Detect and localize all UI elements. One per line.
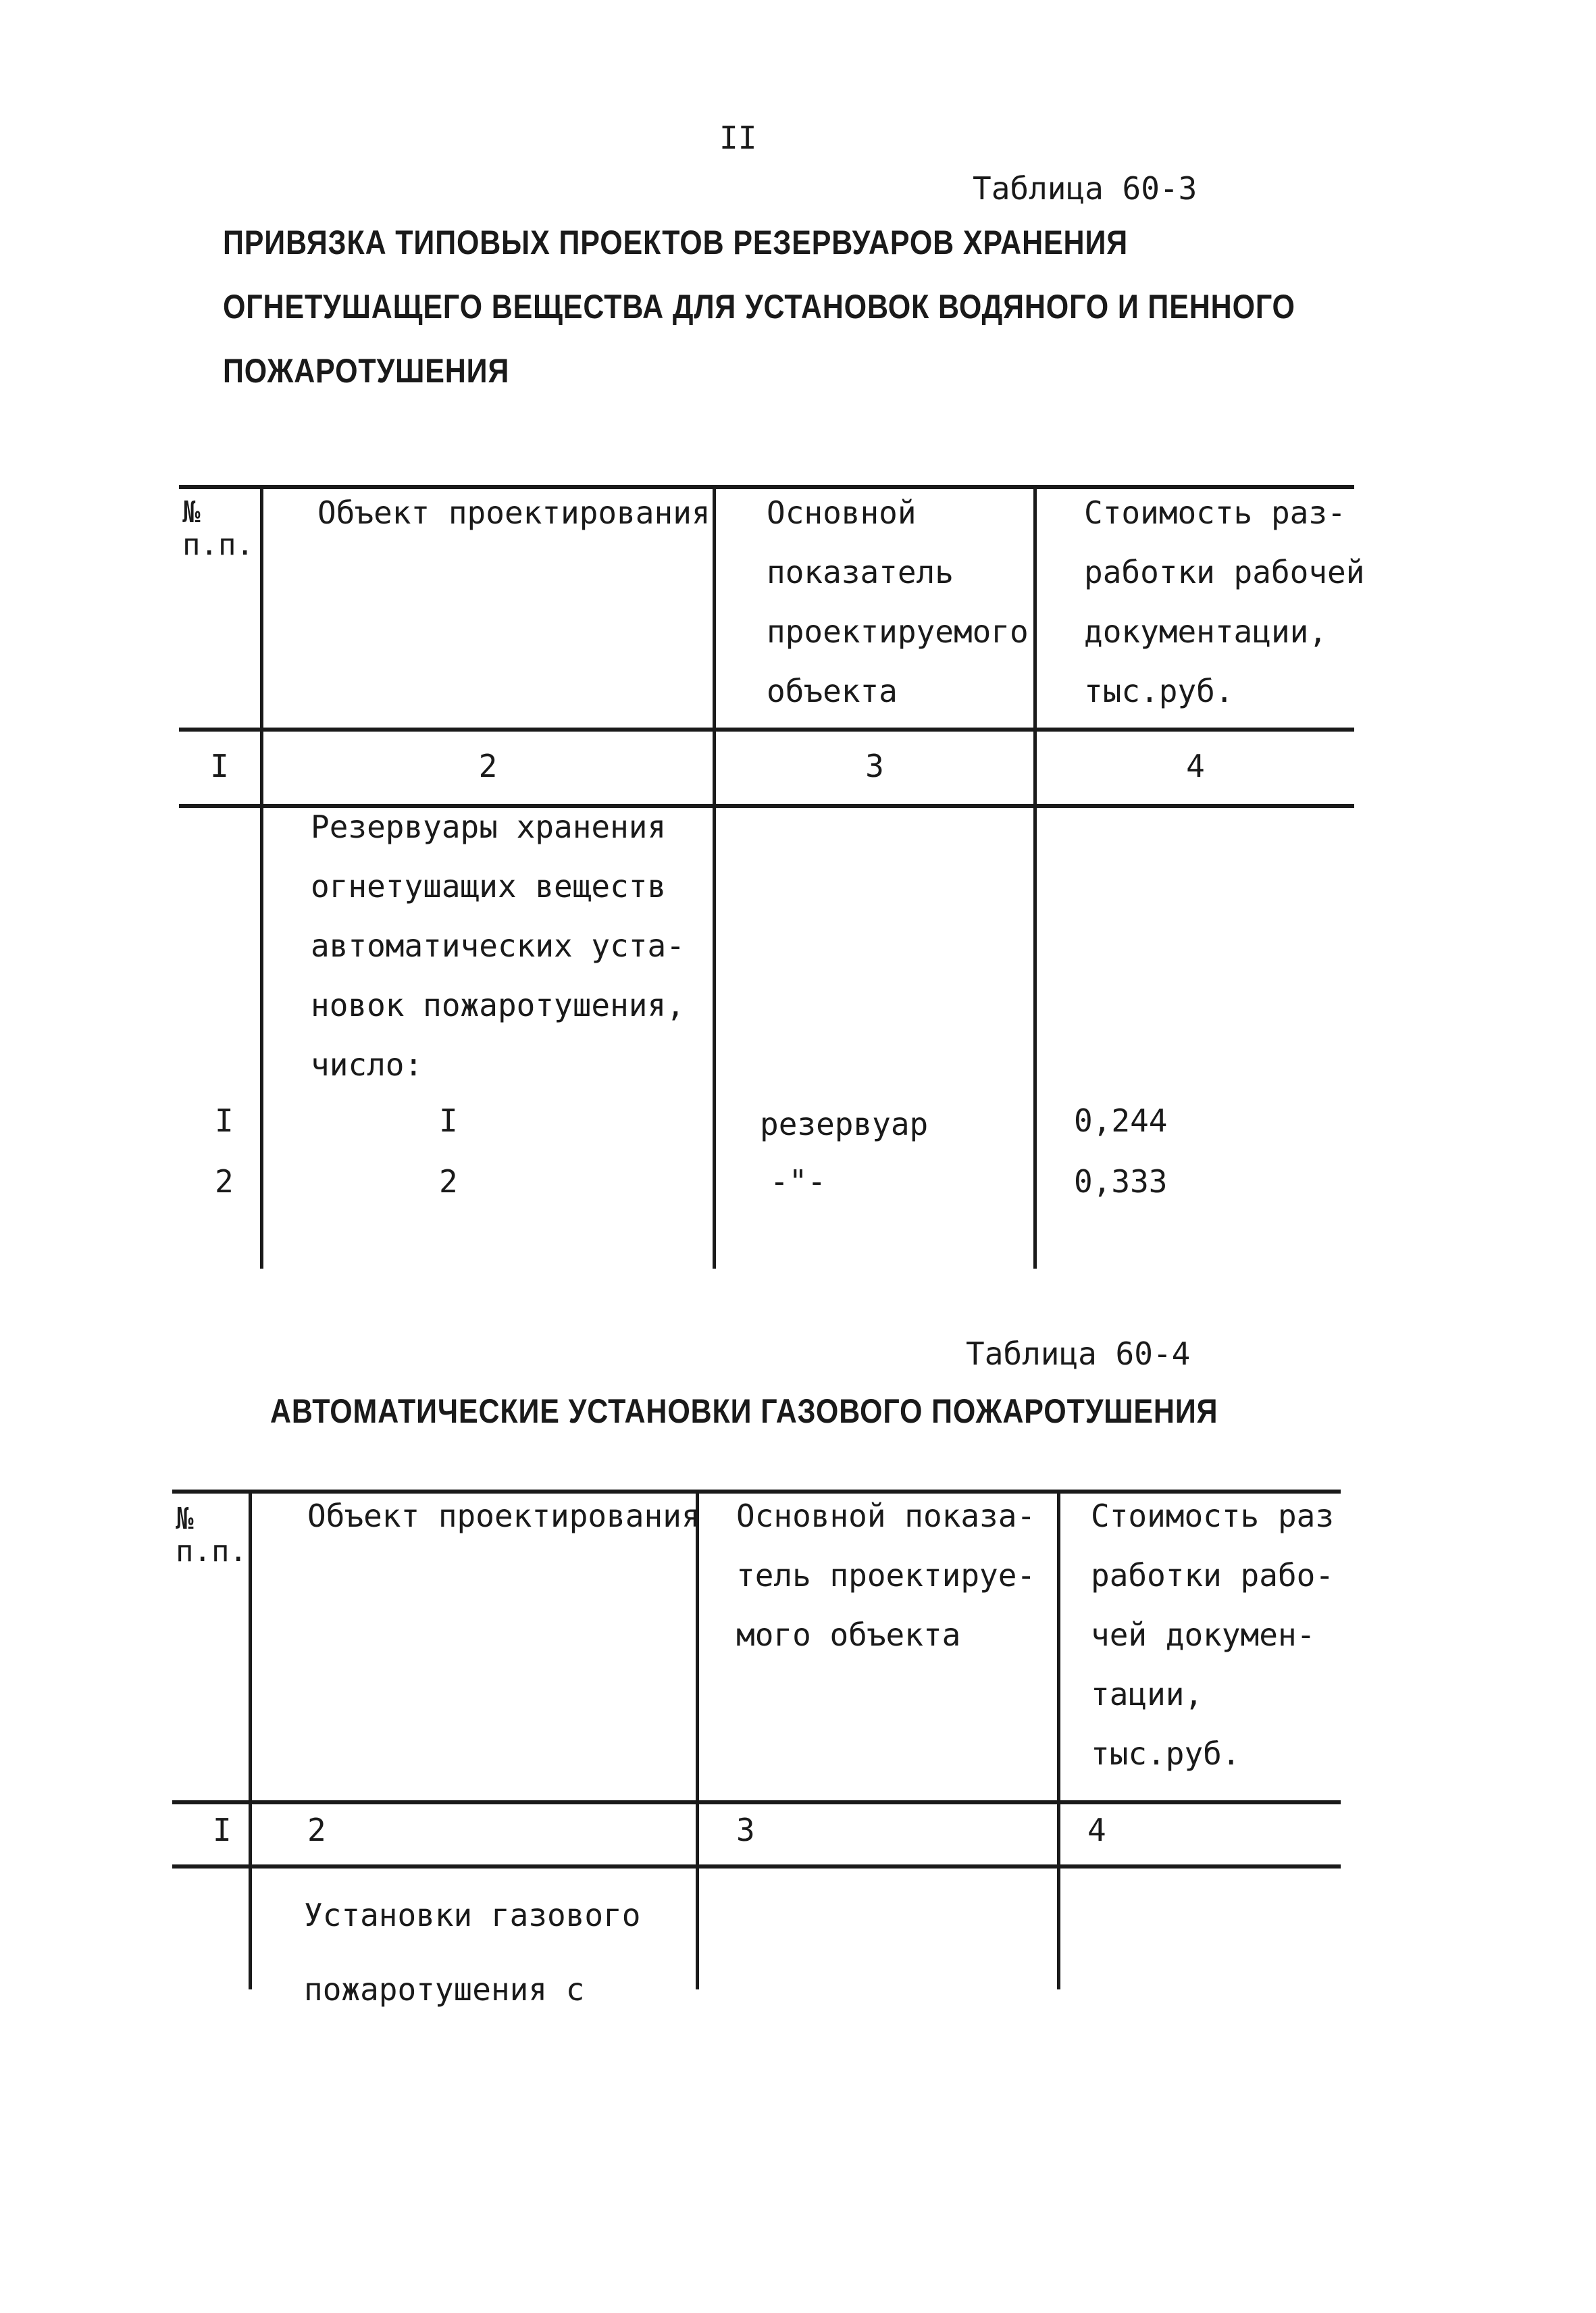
table1-row1-number: I bbox=[215, 1102, 234, 1139]
table1-label: Таблица 60-3 bbox=[973, 170, 1198, 207]
table2-col-divider-3 bbox=[1057, 1490, 1060, 1989]
table1-col-number-3: 3 bbox=[865, 748, 884, 784]
table1-title-line-3: ПОЖАРОТУШЕНИЯ bbox=[223, 352, 510, 390]
table1-row2-indicator: -"- bbox=[770, 1163, 827, 1200]
table2-col-divider-1 bbox=[249, 1490, 252, 1989]
table2-col-number-1: I bbox=[213, 1812, 232, 1848]
table1-title-line-2: ОГНЕТУШАЩЕГО ВЕЩЕСТВА ДЛЯ УСТАНОВОК ВОДЯНОГО И ПЕННОГО bbox=[223, 288, 1295, 326]
table2-group-text: Установки газового пожаротушения с bbox=[304, 1897, 641, 2008]
table1-row1-object: I bbox=[439, 1102, 458, 1139]
table1-title-line-1: ПРИВЯЗКА ТИПОВЫХ ПРОЕКТОВ РЕЗЕРВУАРОВ ХРАНЕНИЯ bbox=[223, 224, 1128, 261]
table1-col-divider-3 bbox=[1033, 485, 1037, 1269]
table2-header-object: Объект проектирования bbox=[307, 1498, 700, 1534]
table1-header-number: № п.п. bbox=[182, 495, 254, 562]
table1-header-cost: Стоимость раз- работки рабочей документации, тыс.руб. bbox=[1084, 494, 1365, 709]
page-number: II bbox=[719, 120, 757, 156]
table2-col-number-2: 2 bbox=[307, 1812, 326, 1848]
table1-header-indicator: Основной показатель проектируемого объекта bbox=[767, 494, 1029, 709]
table2-col-number-3: 3 bbox=[736, 1812, 755, 1848]
table1-col-divider-1 bbox=[260, 485, 263, 1269]
table2-header-cost: Стоимость раз работки рабо- чей докумен- тации, тыс.руб. bbox=[1091, 1498, 1335, 1772]
table2-col-number-4: 4 bbox=[1087, 1812, 1106, 1848]
table2-header-indicator: Основной показа- тель проектируе- мого объекта bbox=[736, 1498, 1036, 1653]
table2-title: АВТОМАТИЧЕСКИЕ УСТАНОВКИ ГАЗОВОГО ПОЖАРОТУШЕНИЯ bbox=[270, 1392, 1218, 1430]
table1-header-rule bbox=[179, 728, 1354, 732]
table1-group-text: Резервуары хранения огнетушащих веществ автоматических уста- новок пожаротушения, число: bbox=[311, 809, 685, 1083]
table1-row2-cost: 0,333 bbox=[1074, 1163, 1168, 1200]
table1-row2-number: 2 bbox=[215, 1163, 234, 1200]
table2-header-rule bbox=[172, 1800, 1341, 1804]
table1-col-divider-2 bbox=[713, 485, 716, 1269]
table1-col-number-4: 4 bbox=[1186, 748, 1205, 784]
table2-header-number: № п.п. bbox=[176, 1502, 247, 1569]
table1-col-number-2: 2 bbox=[478, 748, 498, 784]
table1-row2-object: 2 bbox=[439, 1163, 458, 1200]
table1-row1-indicator: резервуар bbox=[760, 1106, 929, 1142]
table2-label: Таблица 60-4 bbox=[966, 1336, 1191, 1372]
table1-row1-cost: 0,244 bbox=[1074, 1102, 1168, 1139]
table1-col-number-1: I bbox=[210, 748, 229, 784]
table2-col-divider-2 bbox=[696, 1490, 699, 1989]
table1-header-object: Объект проектирования bbox=[317, 494, 711, 531]
table2-number-rule bbox=[172, 1864, 1341, 1869]
